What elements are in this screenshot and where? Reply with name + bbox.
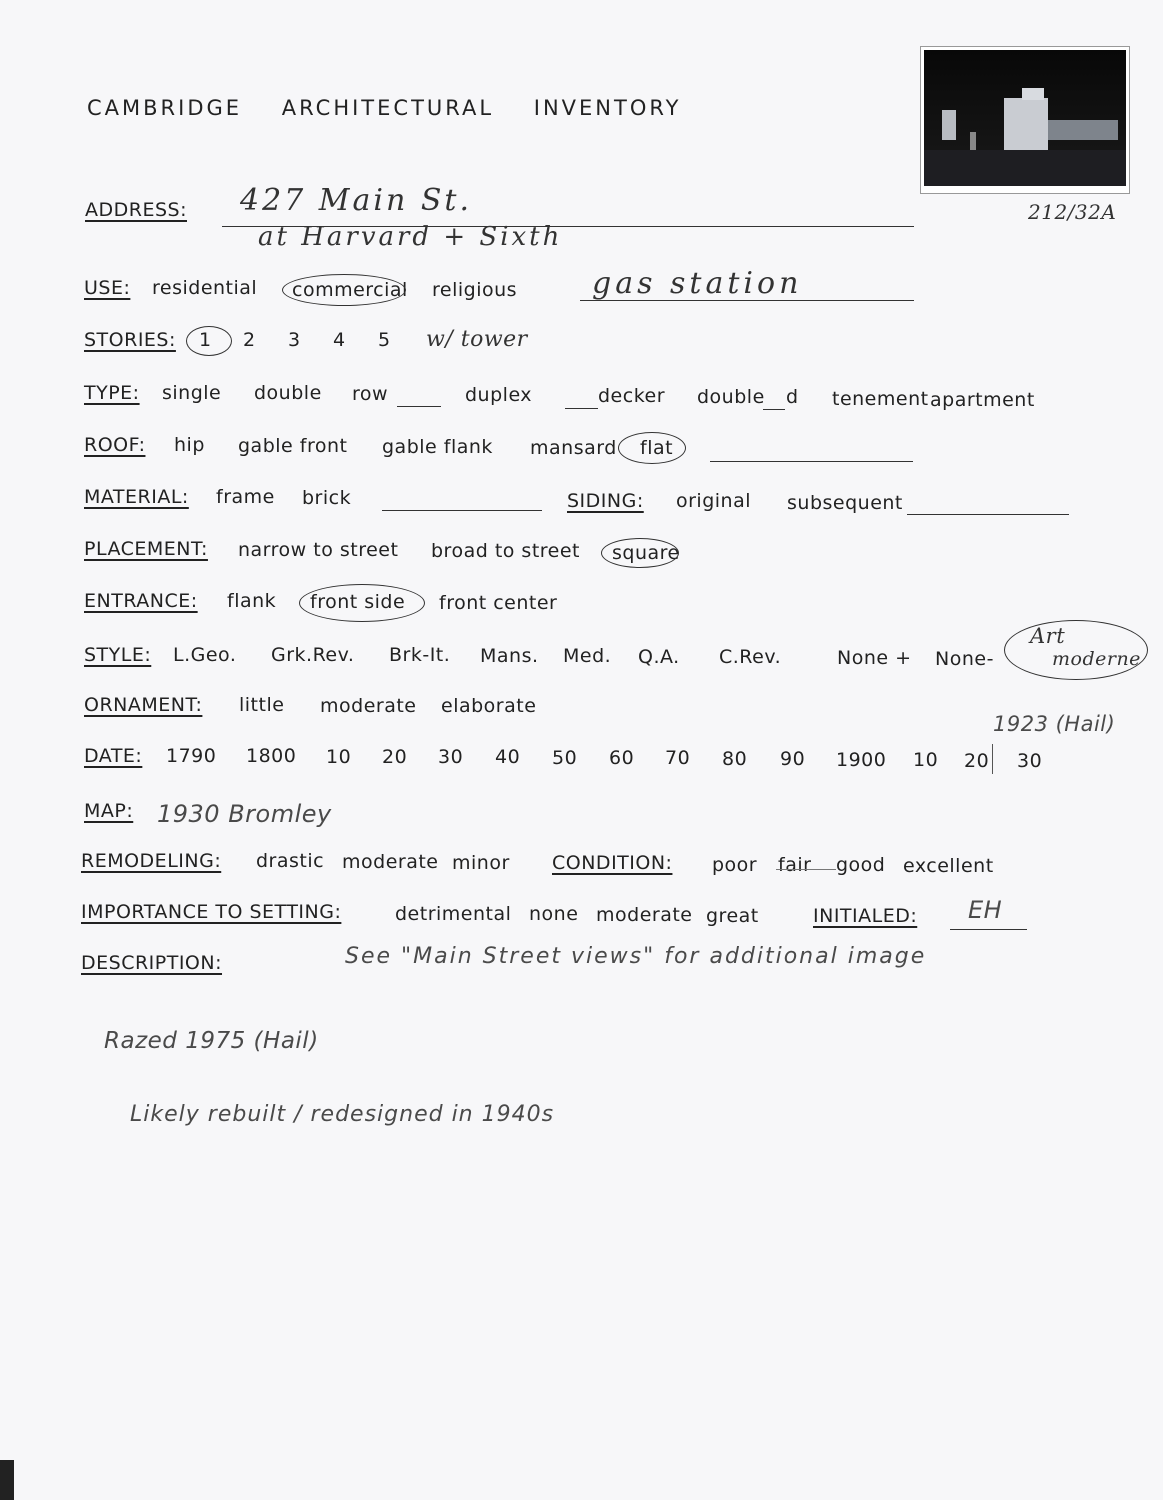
stories-option-1: 1: [199, 329, 212, 351]
date-option-1920: 20: [964, 750, 990, 772]
use-option-religious: religious: [432, 279, 518, 301]
type-row-blank: [397, 406, 441, 407]
style-option-grkrev: Grk.Rev.: [271, 644, 355, 666]
date-option-1930: 30: [1017, 750, 1043, 772]
description-line2: Razed 1975 (Hail): [104, 1028, 319, 1054]
placement-option-broad: broad to street: [431, 540, 581, 562]
stories-option-4: 4: [333, 329, 346, 351]
roof-selected-circle: [618, 432, 686, 464]
siding-option-original: original: [676, 490, 752, 512]
importance-option-moderate: moderate: [596, 904, 693, 926]
map-note: 1930 Bromley: [157, 800, 332, 828]
style-option-mans: Mans.: [480, 645, 539, 667]
style-option-med: Med.: [563, 645, 612, 667]
placement-selected-circle: [601, 538, 679, 568]
date-option-1840: 40: [495, 746, 521, 768]
style-option-none-minus: None-: [935, 648, 994, 670]
address-line1: 427 Main St.: [240, 183, 472, 218]
date-option-1880: 80: [722, 748, 748, 770]
scan-edge: [0, 1460, 14, 1500]
roof-option-gable-front: gable front: [238, 435, 348, 457]
form-title: [87, 96, 711, 120]
placement-option-square: square: [612, 542, 680, 564]
address-label: ADDRESS:: [85, 199, 187, 221]
type-option-double-decker: double: [697, 386, 765, 408]
date-option-1850: 50: [552, 747, 578, 769]
style-note-line2: moderne: [1052, 648, 1141, 670]
material-option-brick: brick: [302, 487, 352, 509]
date-option-1910: 10: [913, 749, 939, 771]
type-option-d: d: [786, 386, 799, 408]
style-option-brkit: Brk-It.: [389, 644, 451, 666]
entrance-option-flank: flank: [227, 590, 277, 612]
stories-option-2: 2: [243, 329, 256, 351]
stories-label: STORIES:: [84, 329, 176, 351]
roof-other-blank: [710, 461, 913, 462]
photo-image: [924, 50, 1126, 186]
map-label: MAP:: [84, 800, 134, 822]
entrance-label: ENTRANCE:: [84, 590, 198, 612]
siding-other-blank: [907, 514, 1069, 515]
stories-option-3: 3: [288, 329, 301, 351]
style-option-qa: Q.A.: [638, 646, 680, 668]
entrance-option-front-side: front side: [310, 591, 406, 613]
ornament-option-moderate: moderate: [320, 695, 417, 717]
entrance-selected-circle: [299, 584, 425, 622]
stories-option-5: 5: [378, 329, 391, 351]
importance-option-detrimental: detrimental: [395, 903, 512, 925]
date-option-1900: 1900: [836, 749, 887, 771]
stories-note: w/ tower: [426, 327, 528, 352]
initialed-value: EH: [968, 896, 1003, 924]
roof-option-gable-flank: gable flank: [382, 436, 493, 458]
condition-option-good: good: [836, 854, 886, 876]
description-note: See "Main Street views" for additional image: [345, 944, 927, 969]
type-double-d-blank: [763, 409, 785, 410]
description-label: DESCRIPTION:: [81, 952, 223, 974]
condition-option-excellent: excellent: [903, 855, 994, 877]
type-decker-blank: [565, 408, 598, 409]
type-option-decker: decker: [598, 385, 666, 407]
use-option-residential: residential: [152, 277, 258, 299]
type-option-single: single: [162, 382, 222, 404]
initialed-label: INITIALED:: [813, 905, 918, 927]
material-label: MATERIAL:: [84, 486, 189, 508]
date-option-1870: 70: [665, 747, 691, 769]
description-line3: Likely rebuilt / redesigned in 1940s: [130, 1102, 555, 1127]
use-note: gas station: [592, 266, 803, 301]
address-line2: at Harvard + Sixth: [258, 222, 563, 252]
remodeling-option-drastic: drastic: [256, 850, 325, 872]
roof-option-flat: flat: [640, 437, 674, 459]
placement-label: PLACEMENT:: [84, 538, 208, 560]
date-option-1810: 10: [326, 746, 352, 768]
material-option-frame: frame: [216, 486, 275, 508]
type-option-row: row: [352, 383, 389, 405]
date-option-1830: 30: [438, 746, 464, 768]
date-option-1800: 1800: [246, 745, 297, 767]
condition-option-poor: poor: [712, 854, 758, 876]
date-option-1890: 90: [780, 748, 806, 770]
style-note-line1: Art: [1030, 624, 1066, 648]
style-label: STYLE:: [84, 644, 152, 666]
use-selected-circle: [282, 274, 406, 306]
condition-mark: [776, 869, 836, 870]
date-note: 1923 (Hail): [993, 712, 1116, 736]
importance-label: IMPORTANCE TO SETTING:: [81, 901, 342, 923]
remodeling-label: REMODELING:: [81, 850, 222, 872]
style-option-none-plus: None +: [837, 647, 912, 669]
siding-option-subsequent: subsequent: [787, 492, 903, 514]
placement-option-narrow: narrow to street: [238, 539, 399, 561]
use-note-underline: [580, 300, 914, 301]
date-option-1860: 60: [609, 747, 635, 769]
ornament-option-little: little: [239, 694, 285, 716]
type-label: TYPE:: [84, 382, 140, 404]
importance-option-none: none: [529, 903, 579, 925]
importance-option-great: great: [706, 905, 759, 927]
title-word-cambridge: CAMBRIDGE: [87, 96, 243, 120]
type-option-duplex: duplex: [465, 384, 533, 406]
style-option-crev: C.Rev.: [719, 646, 782, 668]
type-option-tenement: tenement: [832, 388, 929, 410]
title-word-architectural: ARCHITECTURAL: [281, 96, 495, 120]
remodeling-option-moderate: moderate: [342, 851, 439, 873]
type-option-double: double: [254, 382, 322, 404]
remodeling-option-minor: minor: [452, 852, 510, 874]
roof-label: ROOF:: [84, 434, 146, 456]
use-option-commercial: commercial: [292, 279, 408, 301]
ornament-option-elaborate: elaborate: [441, 695, 537, 717]
roof-option-mansard: mansard: [530, 437, 617, 459]
initialed-underline: [950, 929, 1027, 930]
style-option-lgeo: L.Geo.: [173, 644, 237, 666]
type-option-apartment: apartment: [930, 389, 1035, 411]
stories-selected-circle: [186, 326, 232, 356]
date-label: DATE:: [84, 745, 143, 767]
roof-option-hip: hip: [174, 434, 205, 456]
material-other-blank: [382, 510, 542, 511]
date-option-1790: 1790: [166, 745, 217, 767]
title-word-inventory: INVENTORY: [533, 96, 682, 120]
entrance-option-front-center: front center: [439, 592, 558, 614]
date-option-1820: 20: [382, 746, 408, 768]
condition-option-fair: fair: [778, 854, 812, 876]
siding-label: SIDING:: [567, 490, 644, 512]
ornament-label: ORNAMENT:: [84, 694, 203, 716]
use-label: USE:: [84, 277, 131, 299]
date-marker: [992, 744, 993, 774]
building-photo: [920, 46, 1130, 194]
photo-number: 212/32A: [1028, 200, 1117, 224]
condition-label: CONDITION:: [552, 852, 673, 874]
